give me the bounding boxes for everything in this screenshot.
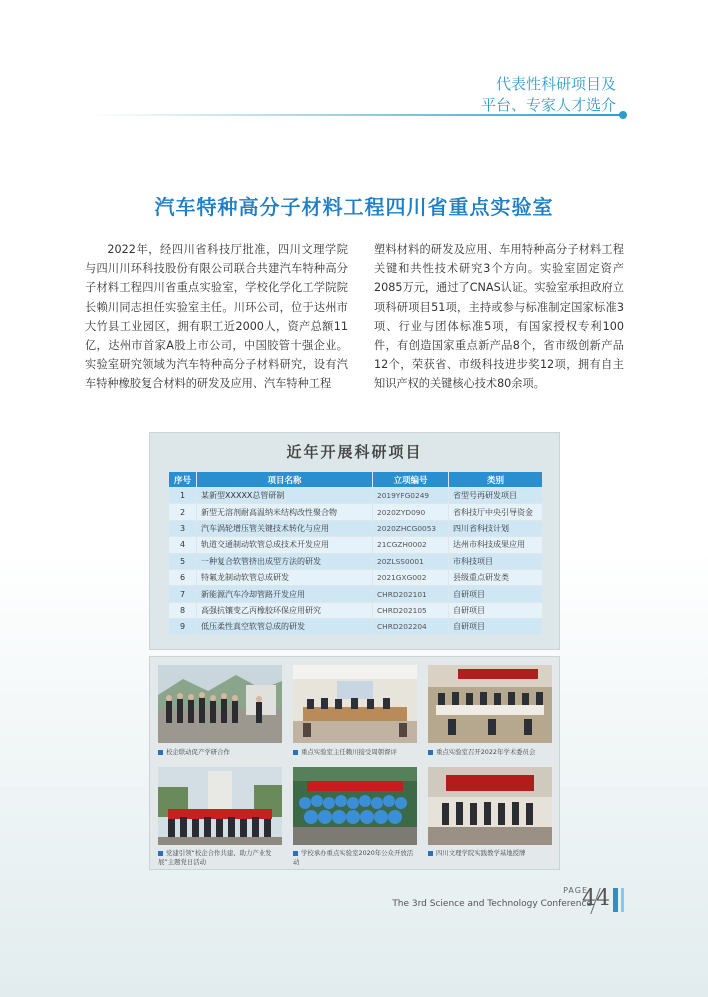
- cell-name: 一种复合软管挤出成型方法的研发: [197, 553, 373, 569]
- caption-marker-icon: [158, 851, 163, 856]
- table-row: [169, 537, 543, 553]
- column-header-no: 序号: [169, 472, 197, 488]
- table-row: [169, 586, 543, 602]
- table-header-row: [169, 472, 543, 488]
- cell-name: 轨道交通制动软管总成技术开发应用: [197, 537, 373, 553]
- footer-page-label: PAGE: [563, 886, 588, 895]
- cell-no: 4: [169, 537, 197, 553]
- cell-category: 省科技厅中央引导资金: [449, 504, 543, 520]
- section-header-line2: 平台、专家人才选介: [480, 96, 616, 114]
- cell-no: 7: [169, 586, 197, 602]
- cell-code: 20ZLSS0001: [373, 553, 449, 569]
- table-row: [169, 619, 543, 635]
- caption-marker-icon: [428, 750, 433, 755]
- cell-code: CHRD202105: [373, 602, 449, 618]
- cell-name: 高强抗镶变乙丙橡胶环保应用研究: [197, 602, 373, 618]
- photo-caption: [293, 849, 419, 867]
- cell-category: 四川省科技计划: [449, 520, 543, 536]
- header-divider: [90, 114, 622, 116]
- caption-text: 校企联动促产学研合作: [166, 748, 230, 756]
- cell-name: 新能源汽车冷却管路开发应用: [197, 586, 373, 602]
- page-number-accent-bar-light: [621, 888, 624, 912]
- cell-category: 县级重点研发类: [449, 569, 543, 585]
- photo-academic-committee: [428, 665, 552, 743]
- section-header-line1: 代表性科研项目及: [495, 75, 616, 93]
- projects-table-body: [169, 488, 543, 636]
- table-row: [169, 504, 543, 520]
- column-header-category: 类别: [449, 472, 543, 488]
- cell-code: CHRD202204: [373, 619, 449, 635]
- body-column-left: [85, 240, 348, 394]
- caption-text: 党建引领“校企合作共建、助力产业发展”主题党日活动: [158, 849, 272, 866]
- column-header-code: 立项编号: [373, 472, 449, 488]
- table-row: [169, 602, 543, 618]
- cell-no: 6: [169, 569, 197, 585]
- cell-name: 汽车涡轮增压管关键技术转化与应用: [197, 520, 373, 536]
- cell-code: CHRD202101: [373, 586, 449, 602]
- cell-name: 某新型XXXXX总管研制: [197, 488, 373, 504]
- photo-teaching-base-plaque: [428, 767, 552, 845]
- cell-category: 市科技项目: [449, 553, 543, 569]
- photo-caption: [293, 748, 419, 757]
- photo-public-open-day: [293, 767, 417, 845]
- photo-caption: [158, 849, 284, 867]
- photo-lab-director-review: [293, 665, 417, 743]
- table-row: [169, 553, 543, 569]
- body-text-left: 2022年，经四川省科技厅批准，四川文理学院与四川川环科技股份有限公司联合共建汽车特种高分子材料工程四川省重点实验室，学校化学化工学院院长赖川同志担任实验室主任。川环公司，位于达州市大竹县工业园区，拥有职工近2000人，资产总额11亿，达州市首家A股上市公司，中国胶管十强企业。实验室研究领域为汽车特种高分子材料研究，设有汽车特种橡胶复合材料的研发及应用、汽车特种工程: [85, 243, 348, 391]
- body-text-right: 塑料材料的研发及应用、车用特种高分子材料工程关键和共性技术研究3个方向。实验室固定资产2085万元，通过了CNAS认证。实验室承担政府立项科研项目51项，主持或参与标准制定国家标准3项、行业与团体标准5项，有国家授权专利100件，有创造国家重点新产品8个，省市级创新产品12个，荣获省、市级科技进步奖12项，拥有自主知识产权的关键核心技术80余项。: [374, 243, 624, 391]
- cell-no: 3: [169, 520, 197, 536]
- header-divider-dot: [619, 111, 627, 119]
- caption-marker-icon: [428, 851, 433, 856]
- photo-caption: [428, 748, 554, 757]
- photo-gallery: [149, 656, 560, 870]
- caption-text: 重点实验室主任赖川接受周朝督评: [301, 748, 397, 756]
- table-row: [169, 569, 543, 585]
- photo-school-enterprise-visit: [158, 665, 282, 743]
- photo-party-building-day: [158, 767, 282, 845]
- cell-category: 达州市科技成果应用: [449, 537, 543, 553]
- caption-text: 重点实验室召开2022年学术委员会: [436, 748, 536, 756]
- caption-text: 四川文理学院实践教学基地授牌: [436, 849, 526, 857]
- table-row: [169, 520, 543, 536]
- photo-caption: [428, 849, 554, 858]
- section-header: [481, 74, 616, 116]
- cell-no: 1: [169, 488, 197, 504]
- cell-code: 2020ZHCG0053: [373, 520, 449, 536]
- column-header-name: 项目名称: [197, 472, 373, 488]
- footer-conference: The 3rd Science and Technology Conference: [392, 899, 592, 909]
- cell-category: 自研项目: [449, 602, 543, 618]
- caption-marker-icon: [293, 851, 298, 856]
- cell-name: 特氟龙制动软管总成研发: [197, 569, 373, 585]
- cell-code: 2019YFG0249: [373, 488, 449, 504]
- projects-title: 近年开展科研项目: [286, 443, 423, 461]
- cell-category: 省型号再研发项目: [449, 488, 543, 504]
- caption-marker-icon: [293, 750, 298, 755]
- cell-no: 2: [169, 504, 197, 520]
- cell-category: 自研项目: [449, 619, 543, 635]
- cell-category: 自研项目: [449, 586, 543, 602]
- cell-code: 2021GXG002: [373, 569, 449, 585]
- projects-panel: [149, 432, 560, 650]
- caption-text: 学校承办重点实验室2020年公众开放活动: [293, 849, 414, 866]
- table-row: [169, 488, 543, 504]
- page-title: 汽车特种高分子材料工程四川省重点实验室: [154, 195, 554, 219]
- cell-code: 2020ZYD090: [373, 504, 449, 520]
- cell-no: 5: [169, 553, 197, 569]
- page-number: 44: [582, 886, 610, 911]
- cell-no: 9: [169, 619, 197, 635]
- photo-caption: [158, 748, 284, 757]
- projects-table: [168, 471, 543, 636]
- page-number-accent-bar: [613, 888, 618, 912]
- cell-name: 新型无溶剂耐高温纳米结构改性聚合物: [197, 504, 373, 520]
- cell-code: 21CGZH0002: [373, 537, 449, 553]
- caption-marker-icon: [158, 750, 163, 755]
- cell-no: 8: [169, 602, 197, 618]
- cell-name: 低压柔性真空软管总成的研发: [197, 619, 373, 635]
- body-column-right: [374, 240, 624, 394]
